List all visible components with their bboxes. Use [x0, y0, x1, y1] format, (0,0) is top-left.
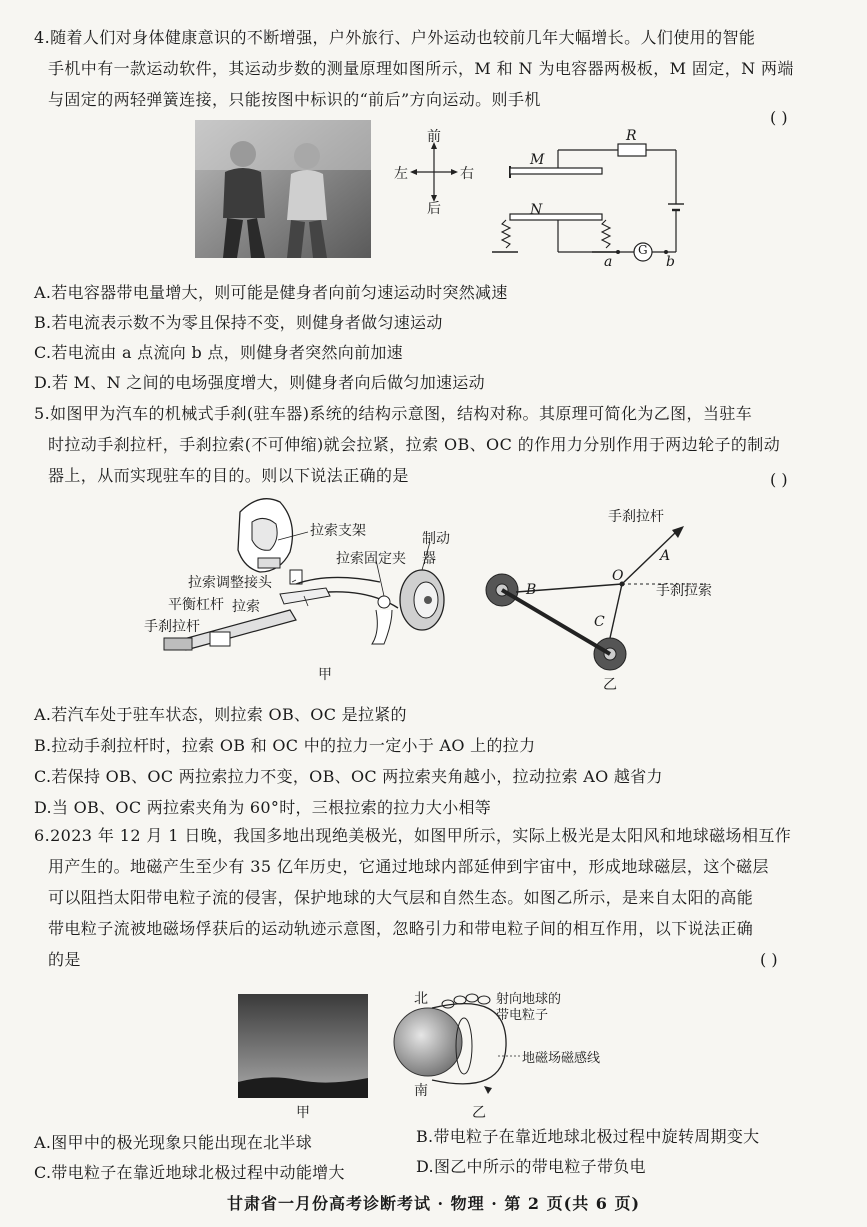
- q4-direction-cross: [392, 129, 488, 217]
- page-footer: 甘肃省一月份高考诊断考试 · 物理 · 第 2 页(共 6 页): [226, 1194, 641, 1213]
- q5-fig-jia: [140, 492, 460, 666]
- dir-left-label: 左: [394, 166, 408, 182]
- label-yi-cable: 手刹拉索: [656, 583, 712, 599]
- dir-right-label: 右: [460, 166, 474, 182]
- resistor-r-label: R: [626, 128, 637, 144]
- q6-option-a: A.图甲中的极光现象只能出现在北半球: [34, 1133, 313, 1152]
- q5-jia-caption: 甲: [318, 667, 332, 683]
- q6-line-3: 可以阻挡太阳带电粒子流的侵害，保护地球的大气层和自然生态。如图乙所示，是来自太阳的高能: [48, 888, 754, 907]
- label-brake: 制动器: [422, 531, 450, 567]
- q4-line-2: 手机中有一款运动软件，其运动步数的测量原理如图所示，M 和 N 为电容器两极板，M 固定，N 两端: [48, 59, 794, 78]
- q4-line-1: 4.随着人们对身体健康意识的不断增强，户外旅行、户外运动也较前几年大幅增长。人们使用的智能: [34, 28, 756, 47]
- galvanometer-label: G: [638, 243, 648, 257]
- q6-line-4: 带电粒子流被地磁场俘获后的运动轨迹示意图，忽略引力和带电粒子间的相互作用，以下说法正确: [48, 919, 754, 938]
- q5-answer-bracket: ( ): [770, 470, 788, 489]
- point-o-yi: O: [612, 568, 624, 584]
- q4-joggers-photo: [195, 120, 371, 262]
- label-cable-clamp: 拉索固定夹: [336, 551, 406, 567]
- label-handbrake-rod: 手刹拉杆: [144, 619, 200, 635]
- point-c-yi: C: [594, 614, 605, 630]
- plate-n-label: N: [530, 202, 543, 218]
- q5-stem: [34, 398, 824, 491]
- q6-aurora-photo: [238, 994, 368, 1102]
- q4-stem: [34, 22, 824, 115]
- dir-back-label: 后: [427, 201, 441, 217]
- q4-answer-bracket: ( ): [770, 108, 788, 127]
- q5-option-c: C.若保持 OB、OC 两拉索拉力不变，OB、OC 两拉索夹角越小，拉动拉索 AO 越省力: [34, 767, 663, 786]
- q6-option-c: C.带电粒子在靠近地球北极过程中动能增大: [34, 1163, 345, 1182]
- point-a-yi: A: [660, 548, 671, 564]
- q5-option-a: A.若汽车处于驻车状态，则拉索 OB、OC 是拉紧的: [34, 705, 407, 724]
- point-b-label: b: [666, 254, 675, 270]
- q5-line-1: 5.如图甲为汽车的机械式手刹(驻车器)系统的结构示意图，结构对称。其原理可简化为乙图，当驻车: [34, 404, 753, 423]
- label-cable-bracket: 拉索支架: [310, 523, 366, 539]
- q5-fig-yi: [480, 510, 740, 684]
- point-a-label: a: [604, 254, 613, 270]
- q4-capacitor-circuit: [488, 128, 688, 276]
- q5-yi-caption: 乙: [603, 677, 617, 693]
- q4-option-b: B.若电流表示数不为零且保持不变，则健身者做匀速运动: [34, 313, 443, 332]
- label-cable: 拉索: [232, 599, 260, 615]
- label-yi-lever: 手刹拉杆: [608, 509, 664, 525]
- label-north: 北: [414, 991, 428, 1007]
- q5-line-2: 时拉动手刹拉杆，手刹拉索(不可伸缩)就会拉紧，拉索 OB、OC 的作用力分别作用于两边轮子的制动: [48, 435, 781, 454]
- q6-line-1: 6.2023 年 12 月 1 日晚，我国多地出现绝美极光，如图甲所示，实际上极光是太阳风和地球磁场相互作: [34, 826, 792, 845]
- q6-option-b: B.带电粒子在靠近地球北极过程中旋转周期变大: [416, 1127, 760, 1146]
- plate-m-label: M: [530, 152, 545, 168]
- q4-option-d: D.若 M、N 之间的电场强度增大，则健身者向后做匀加速运动: [34, 373, 485, 392]
- q6-option-d: D.图乙中所示的带电粒子带负电: [416, 1157, 646, 1176]
- q6-line-2: 用产生的。地磁产生至少有 35 亿年历史，它通过地球内部延伸到宇宙中，形成地球磁层，这个磁层: [48, 857, 769, 876]
- q6-stem: [34, 820, 824, 975]
- q4-line-3: 与固定的两轻弹簧连接，只能按图中标识的“前后”方向运动。则手机: [48, 90, 541, 109]
- label-balance-lever: 平衡杠杆: [168, 597, 224, 613]
- point-b-yi: B: [526, 582, 537, 598]
- label-adjust-joint: 拉索调整接头: [188, 575, 272, 591]
- q5-option-d: D.当 OB、OC 两拉索夹角为 60°时，三根拉索的拉力大小相等: [34, 798, 492, 817]
- label-particles-1: 射向地球的: [496, 992, 562, 1007]
- q4-option-c: C.若电流由 a 点流向 b 点，则健身者突然向前加速: [34, 343, 403, 362]
- label-south: 南: [414, 1083, 428, 1099]
- q5-option-b: B.拉动手刹拉杆时，拉索 OB 和 OC 中的拉力一定小于 AO 上的拉力: [34, 736, 536, 755]
- q6-line-5: 的是: [48, 950, 81, 969]
- q5-line-3: 器上，从而实现驻车的目的。则以下说法正确的是: [48, 466, 409, 485]
- q4-option-a: A.若电容器带电量增大，则可能是健身者向前匀速运动时突然减速: [34, 283, 508, 302]
- label-field-lines: 地磁场磁感线: [522, 1051, 601, 1066]
- q6-earth-diagram: [388, 990, 628, 1106]
- q6-answer-bracket: ( ): [760, 950, 778, 969]
- q6-jia-caption: 甲: [296, 1105, 310, 1121]
- q6-yi-caption: 乙: [472, 1105, 486, 1121]
- label-particles-2: 带电粒子: [496, 1008, 549, 1023]
- dir-front-label: 前: [427, 129, 441, 145]
